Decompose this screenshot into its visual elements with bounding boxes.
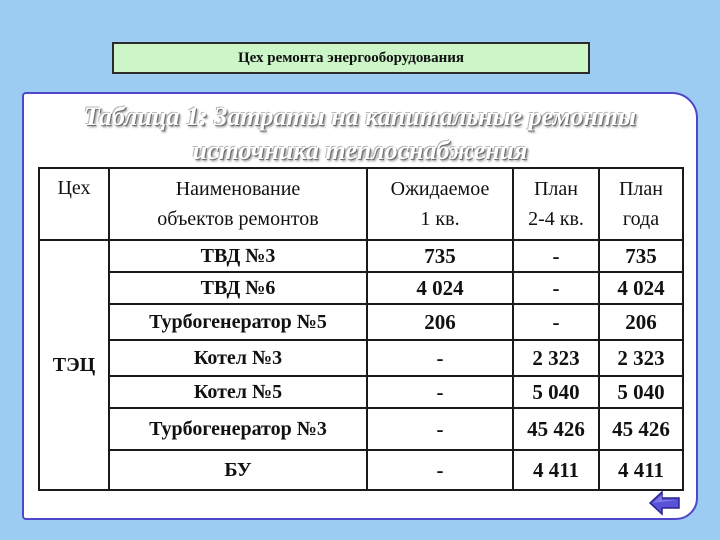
plan-q2-q4-value: - <box>513 272 599 304</box>
plan-q2-q4-value: 2 323 <box>513 340 599 376</box>
expected-q1-value: - <box>367 450 513 490</box>
table-row <box>39 340 683 376</box>
back-arrow-button[interactable] <box>648 490 682 516</box>
plan-year-value: 206 <box>599 304 683 340</box>
column-header-expected-q1: Ожидаемое 1 кв. <box>367 168 513 240</box>
plan-q2-q4-value: - <box>513 304 599 340</box>
plan-q2-q4-value: - <box>513 240 599 272</box>
table-row <box>39 304 683 340</box>
header-title: Цех ремонта энергооборудования <box>237 49 465 66</box>
object-name: Котел №5 <box>109 376 367 408</box>
table-row <box>39 408 683 450</box>
column-header-plan-q2-q4: План 2-4 кв. <box>513 168 599 240</box>
plan-year-value: 5 040 <box>599 376 683 408</box>
table-row <box>39 450 683 490</box>
column-header-name: Наименование объектов ремонтов <box>109 168 367 240</box>
plan-q2-q4-value: 45 426 <box>513 408 599 450</box>
object-name: Котел №3 <box>109 340 367 376</box>
repair-costs-table <box>38 167 684 491</box>
table-row <box>39 240 683 272</box>
plan-q2-q4-value: 5 040 <box>513 376 599 408</box>
expected-q1-value: - <box>367 376 513 408</box>
plan-year-value: 45 426 <box>599 408 683 450</box>
back-arrow-icon <box>648 490 682 516</box>
object-name: Турбогенератор №5 <box>109 304 367 340</box>
header-title-box <box>112 42 590 74</box>
plan-year-value: 735 <box>599 240 683 272</box>
object-name: БУ <box>109 450 367 490</box>
plan-q2-q4-value: 4 411 <box>513 450 599 490</box>
expected-q1-value: - <box>367 340 513 376</box>
column-header-shop: Цех <box>39 168 109 240</box>
expected-q1-value: 735 <box>367 240 513 272</box>
expected-q1-value: 4 024 <box>367 272 513 304</box>
plan-year-value: 2 323 <box>599 340 683 376</box>
footer-decoration: · ·· ··· · <box>6 520 92 529</box>
table-row <box>39 272 683 304</box>
plan-year-value: 4 024 <box>599 272 683 304</box>
expected-q1-value: - <box>367 408 513 450</box>
table-header-row <box>39 168 683 240</box>
object-name: ТВД №6 <box>109 272 367 304</box>
group-cell: ТЭЦ <box>39 240 109 490</box>
object-name: ТВД №3 <box>109 240 367 272</box>
column-header-plan-year: План года <box>599 168 683 240</box>
plan-year-value: 4 411 <box>599 450 683 490</box>
expected-q1-value: 206 <box>367 304 513 340</box>
object-name: Турбогенератор №3 <box>109 408 367 450</box>
table-row <box>39 376 683 408</box>
slide-title: Таблица 1: Затраты на капитальные ремонты источника теплоснабжения <box>83 102 637 165</box>
